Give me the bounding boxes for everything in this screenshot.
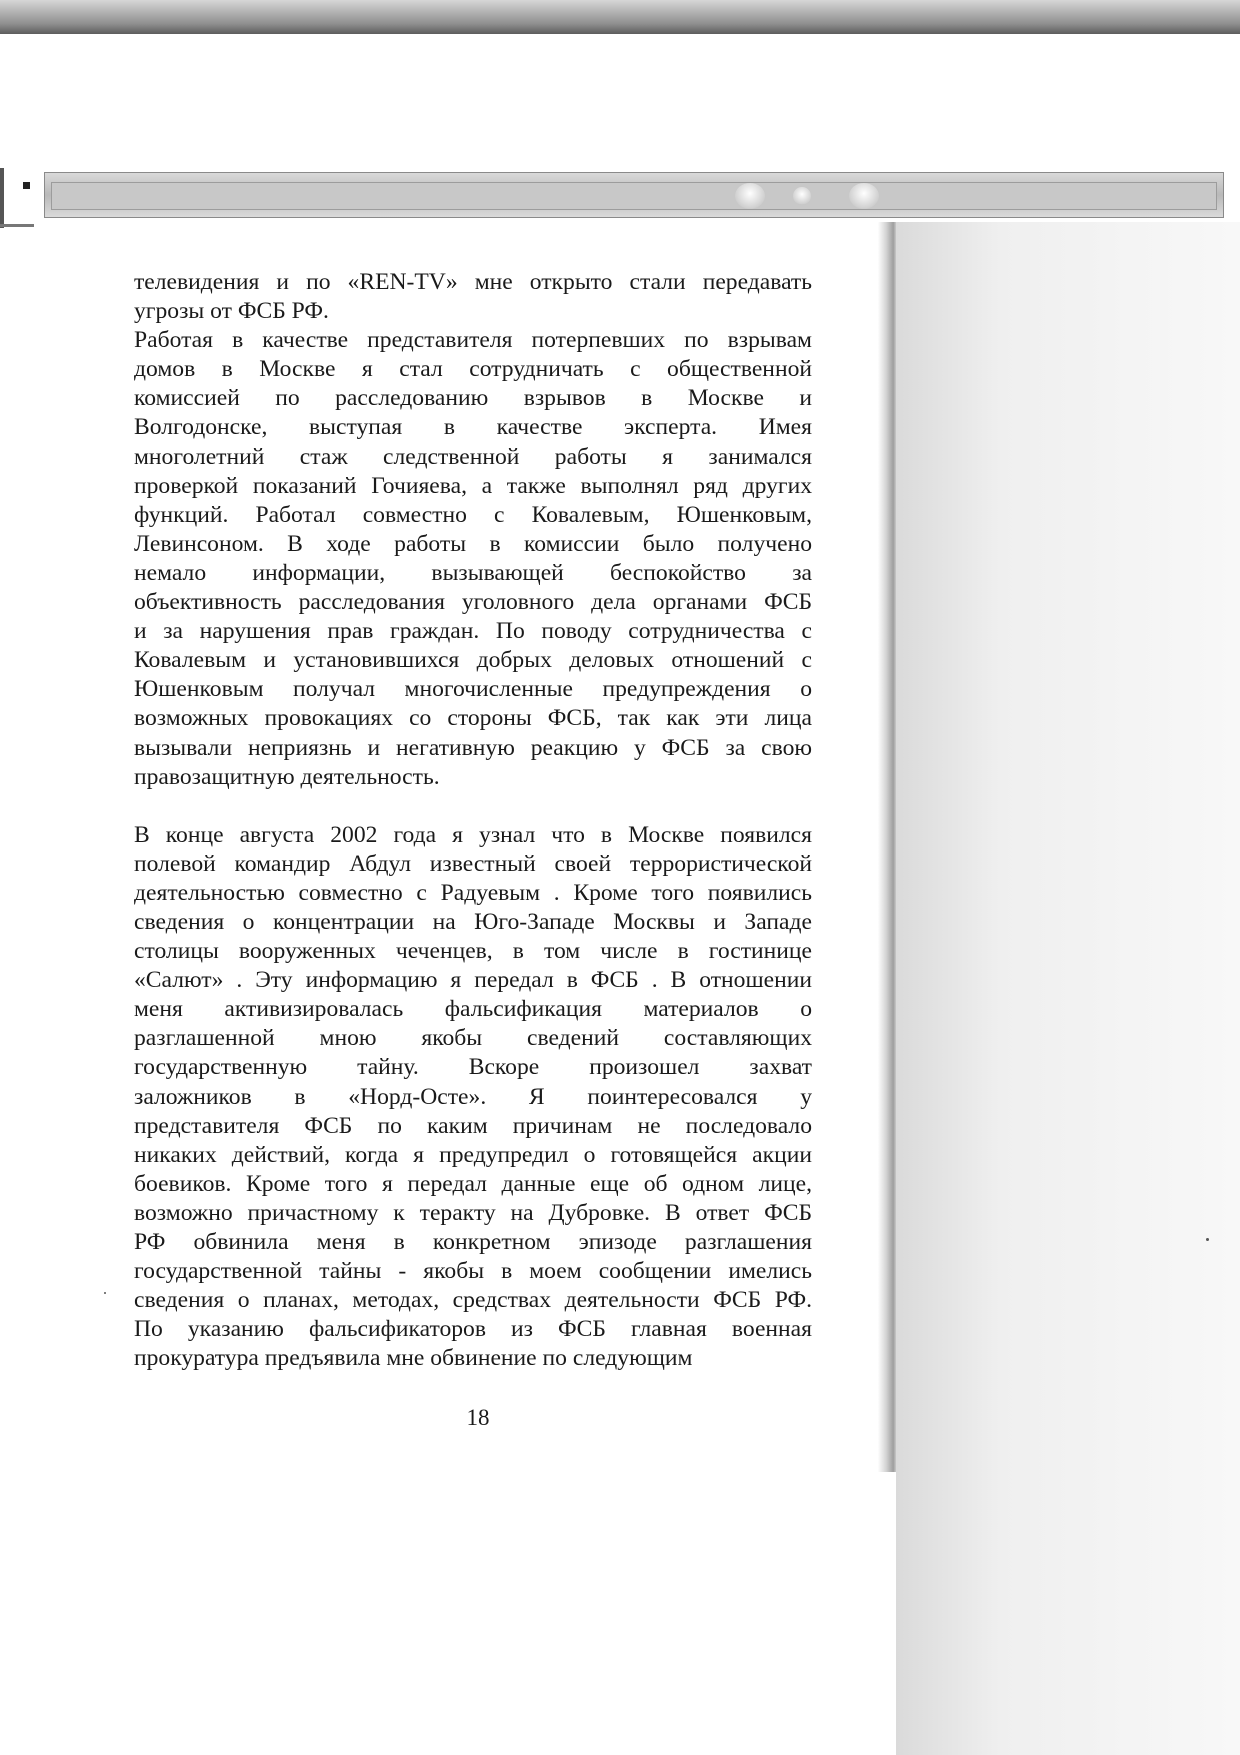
- document-body: [134, 268, 812, 1373]
- text-line: проверкой показаний Гочияева, а также выполнял ряд других: [134, 472, 812, 499]
- text-line: государственной тайны - якобы в моем сообщении имелись: [134, 1258, 812, 1285]
- text-line: Ковалевым и установившихся добрых деловых отношений с: [134, 647, 812, 674]
- text-line: заложников в «Норд-Осте». Я поинтересовался у: [134, 1083, 812, 1110]
- text-line: государственную тайну. Вскоре произошел захват: [134, 1054, 812, 1081]
- text-line: комиссией по расследованию взрывов в Москве и: [134, 385, 812, 412]
- text-line: телевидения и по «REN-TV» мне открыто стали передавать: [134, 269, 812, 295]
- scan-speck: [1206, 1238, 1209, 1241]
- scan-artifact: [0, 168, 4, 228]
- text-line: меня активизировалась фальсификация материалов о: [134, 996, 812, 1023]
- text-line: сведения о планах, методах, средствах деятельности ФСБ РФ.: [134, 1287, 812, 1314]
- scan-artifact: [23, 182, 30, 189]
- binder-strip-inner: [51, 182, 1217, 210]
- text-line: Волгодонске, выступая в качестве эксперта. Имея: [134, 414, 812, 441]
- page-number: 18: [466, 1405, 490, 1430]
- paragraph: [134, 821, 812, 1374]
- text-line: объективность расследования уголовного дела органами ФСБ: [134, 589, 812, 616]
- paragraph: [134, 268, 812, 326]
- text-line: В конце августа 2002 года я узнал что в Москве появился: [134, 821, 812, 848]
- text-line: многолетний стаж следственной работы я занимался: [134, 443, 812, 470]
- text-line: функций. Работал совместно с Ковалевым, Юшенковым,: [134, 501, 812, 528]
- text-line: никаких действий, когда я предупредил о готовящейся акции: [134, 1141, 812, 1168]
- scanner-edge: [0, 0, 1240, 34]
- text-line: возможных провокациях со стороны ФСБ, так как эти лица: [134, 705, 812, 732]
- text-line: прокуратура предъявила мне обвинение по следующим: [134, 1345, 693, 1372]
- text-line: По указанию фальсификаторов из ФСБ главная военная: [134, 1316, 812, 1343]
- paragraph: [134, 326, 812, 792]
- text-line: столицы вооруженных чеченцев, в том числе в гостинице: [134, 938, 812, 965]
- scan-artifact: [0, 224, 34, 227]
- text-line: немало информации, вызывающей беспокойство за: [134, 559, 812, 586]
- text-line: домов в Москве я стал сотрудничать с общественной: [134, 356, 812, 383]
- text-line: представителя ФСБ по каким причинам не последовало: [134, 1112, 812, 1139]
- text-line: сведения о концентрации на Юго-Западе Москвы и Западе: [134, 908, 812, 935]
- text-line: «Салют» . Эту информацию я передал в ФСБ . В отношении: [134, 967, 812, 994]
- text-line: вызывали неприязнь и негативную реакцию у ФСБ за свою: [134, 734, 812, 761]
- text-line: РФ обвинила меня в конкретном эпизоде разглашения: [134, 1229, 812, 1255]
- facing-page-blank: [896, 222, 1240, 1755]
- text-line: деятельностью совместно с Радуевым . Кроме того появились: [134, 879, 812, 906]
- page-fold-shadow: [878, 222, 896, 1472]
- binder-ring: [735, 183, 765, 209]
- text-line: разглашенной мною якобы сведений составляющих: [134, 1025, 812, 1052]
- text-line: и за нарушения прав граждан. По поводу сотрудничества с: [134, 618, 812, 645]
- text-line: Юшенковым получал многочисленные предупреждения о: [134, 676, 812, 703]
- text-line: боевиков. Кроме того я передал данные еще об одном лице,: [134, 1170, 812, 1197]
- text-line: Работая в качестве представителя потерпевших по взрывам: [134, 327, 812, 354]
- text-line: возможно причастному к теракту на Дубровке. В ответ ФСБ: [134, 1199, 812, 1226]
- text-line: угрозы от ФСБ РФ.: [134, 298, 329, 325]
- binder-strip: [44, 172, 1224, 218]
- text-line: полевой командир Абдул известный своей террористической: [134, 850, 812, 877]
- scan-speck: [104, 1292, 106, 1294]
- binder-ring: [793, 187, 811, 205]
- binder-ring: [849, 183, 879, 209]
- text-line: правозащитную деятельность.: [134, 763, 440, 790]
- text-line: Левинсоном. В ходе работы в комиссии было получено: [134, 530, 812, 557]
